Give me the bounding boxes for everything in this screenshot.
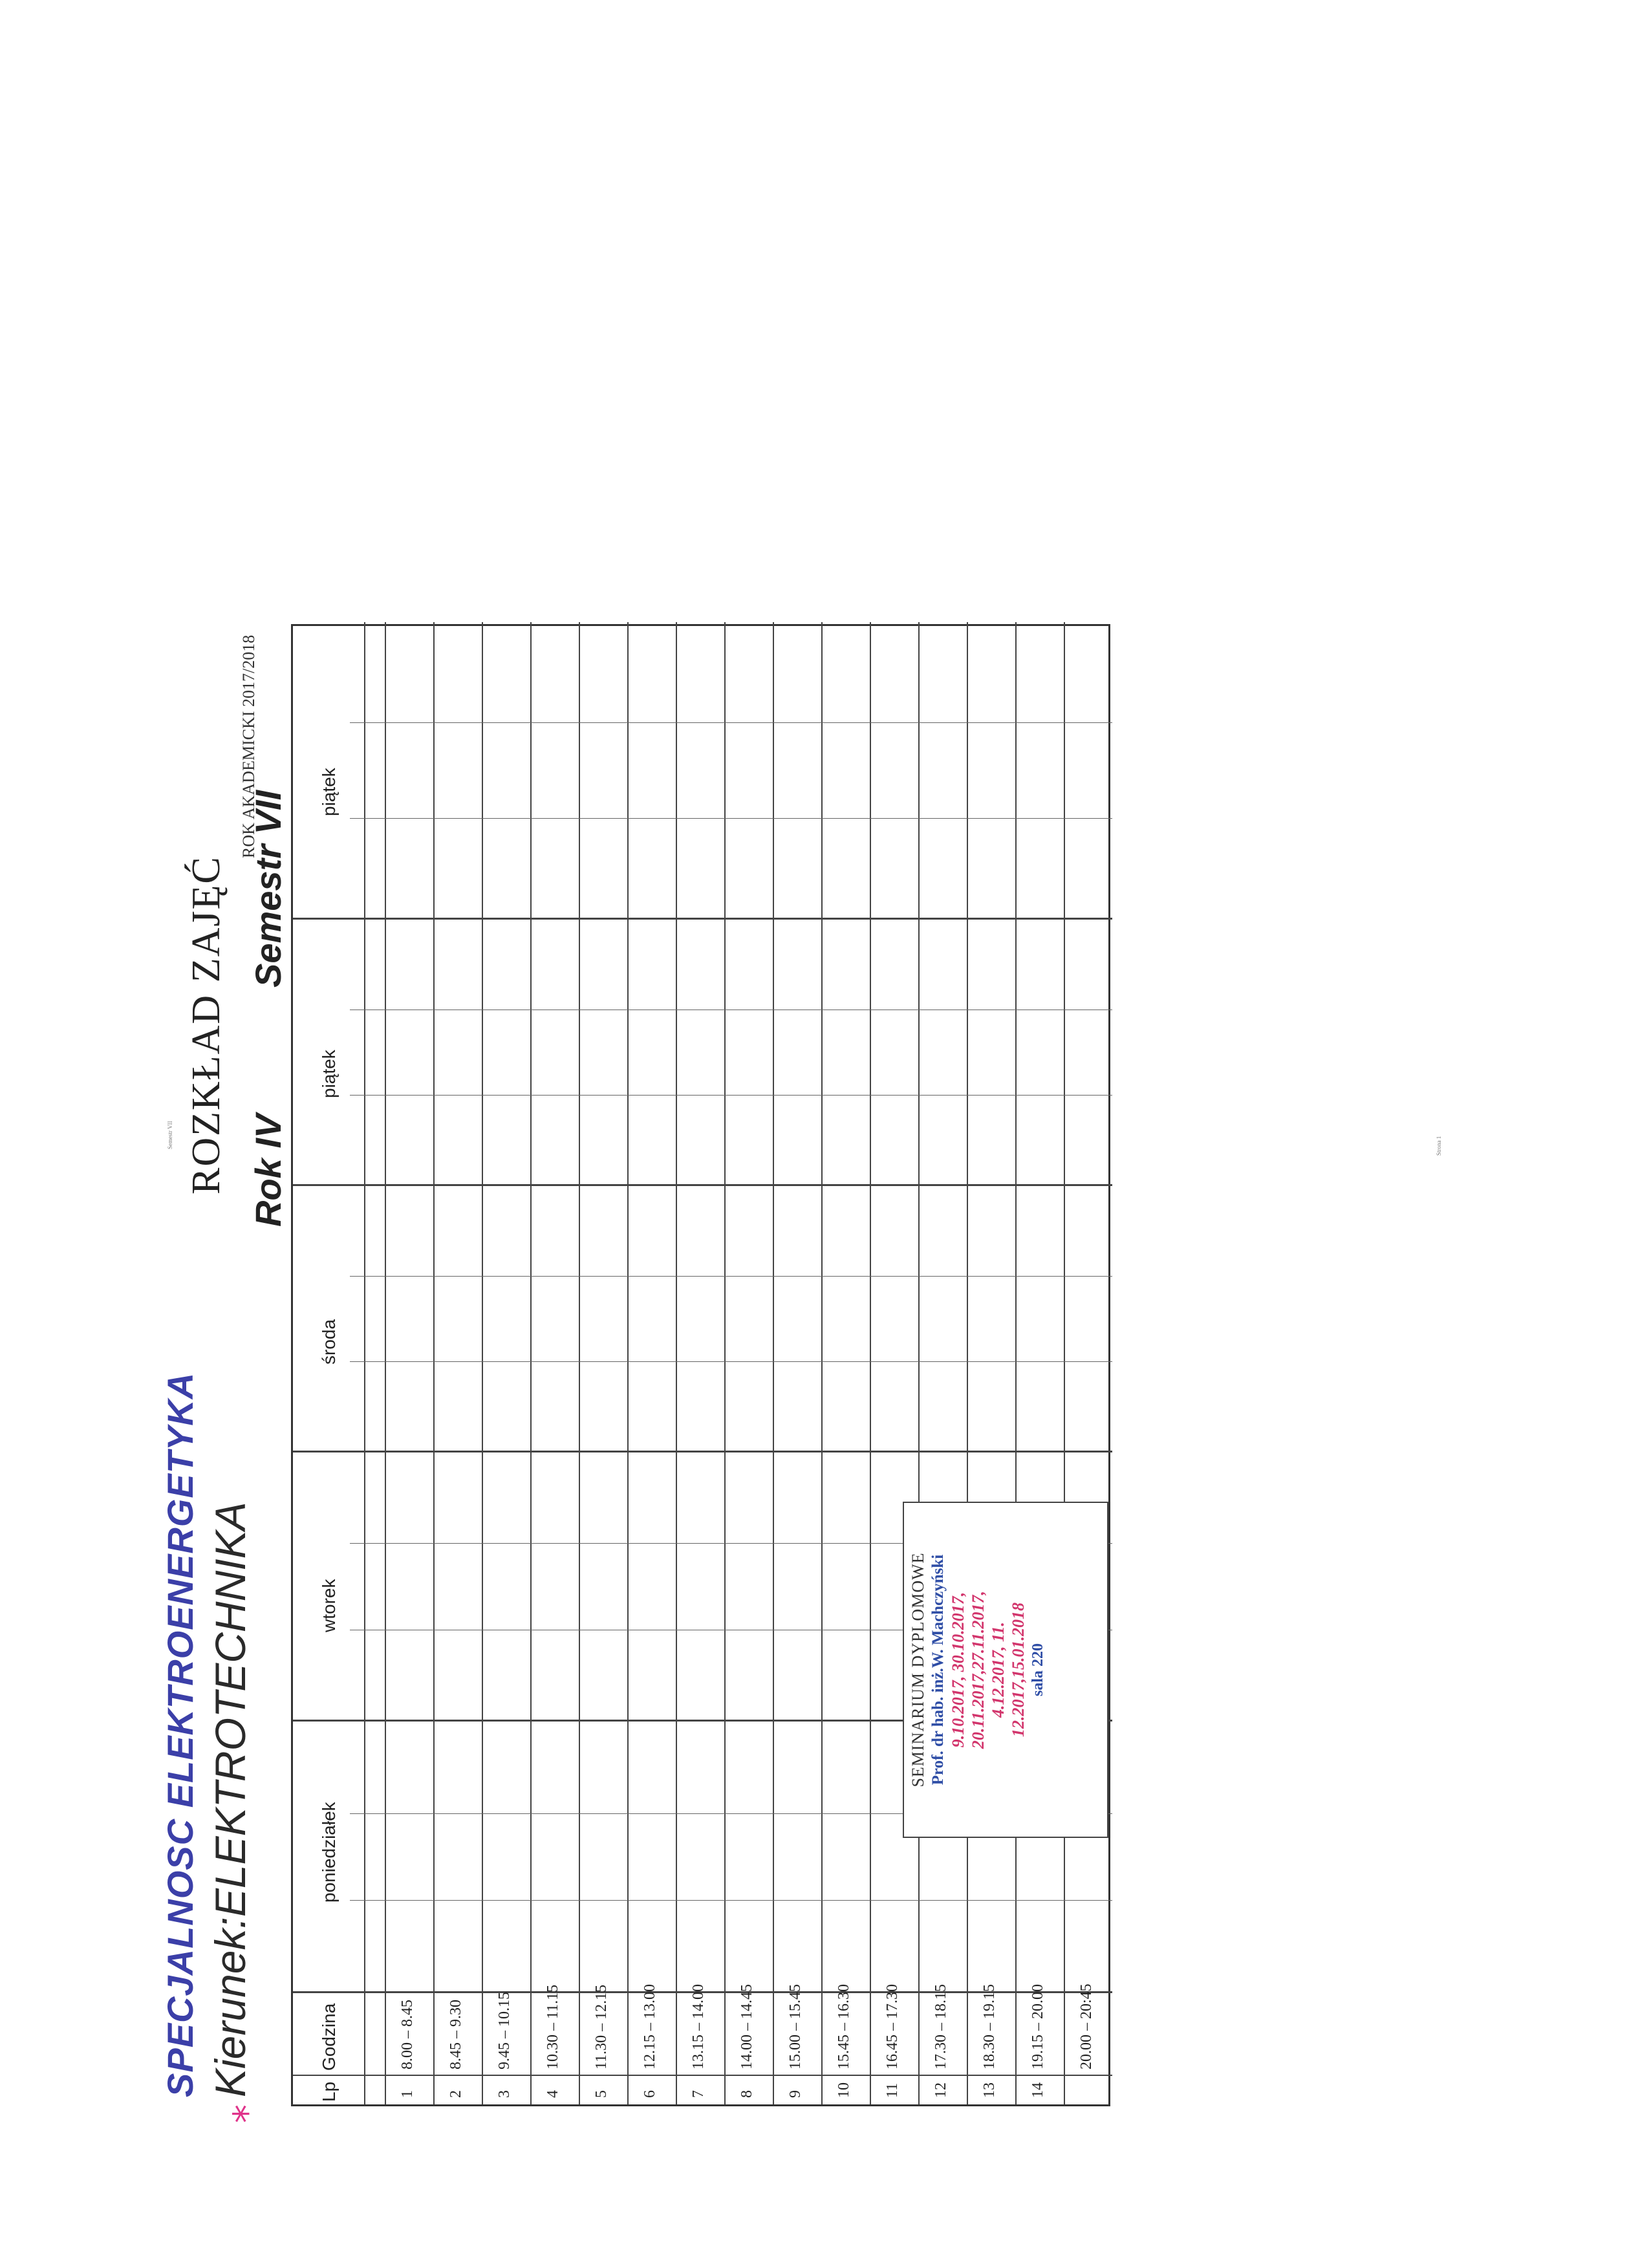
row-lp: 12 (932, 2082, 949, 2098)
row-time: 18.30 – 19.15 (981, 1984, 998, 2069)
academic-year: ROK AKADEMICKI 2017/2018 (239, 634, 258, 858)
row-divider (821, 622, 823, 2104)
row-lp: 2 (447, 2090, 464, 2098)
row-time: 12.15 – 13.00 (641, 1984, 658, 2069)
schedule-title: ROZKŁAD ZAJĘĆ (184, 856, 228, 1194)
subcolumn-divider (350, 1361, 1112, 1362)
row-lp: 13 (981, 2082, 998, 2098)
semester-label: Semestr VII (248, 790, 288, 988)
seminar-box (903, 1502, 1108, 1838)
seminar-dates-4: 12.2017,15.01.2018 (1009, 1603, 1028, 1737)
row-divider (1015, 622, 1017, 2104)
row-divider (1064, 622, 1065, 2104)
row-time: 9.45 – 10.15 (496, 1992, 513, 2069)
row-lp: 10 (835, 2082, 852, 2098)
row-time: 13.15 – 14.00 (690, 1984, 707, 2069)
direction-title: Kierunek:ELEKTROTECHNIKA (206, 1502, 254, 2097)
row-divider (433, 622, 435, 2104)
header-semester-note: Semestr VII (167, 1121, 173, 1149)
row-lp: 9 (787, 2090, 804, 2098)
seminar-dates-3: 4.12.2017, 11. (989, 1621, 1008, 1718)
row-lp: 4 (544, 2090, 561, 2098)
row-divider (530, 622, 532, 2104)
subcolumn-divider (350, 722, 1112, 723)
seminar-room: sala 220 (1029, 1643, 1046, 1697)
row-divider (482, 622, 483, 2104)
row-time: 10.30 – 11.15 (544, 1984, 561, 2069)
column-header-lp: Lp (319, 2081, 339, 2102)
row-divider (773, 622, 774, 2104)
column-divider (293, 2075, 1112, 2076)
row-time: 11.30 – 12.15 (593, 1984, 610, 2069)
row-lp: 1 (399, 2090, 416, 2098)
row-lp: 7 (690, 2090, 707, 2098)
row-time: 17.30 – 18.15 (932, 1984, 949, 2069)
column-header-day: poniedziałek (319, 1802, 339, 1903)
column-divider (293, 1451, 1112, 1453)
row-divider (385, 622, 386, 2104)
column-header-godzina: Godzina (319, 2003, 339, 2071)
row-lp: 6 (641, 2090, 658, 2098)
column-header-day: piątek (319, 1050, 339, 1098)
schedule-table (291, 624, 1110, 2106)
row-time: 8.00 – 8.45 (399, 2000, 416, 2069)
row-lp: 11 (884, 2082, 901, 2098)
row-time: 14.00 – 14.45 (738, 1984, 755, 2069)
seminar-dates-1: 9.10.2017, 30.10.2017, (949, 1592, 967, 1748)
asterisk-mark: * (225, 2104, 269, 2123)
row-divider (676, 622, 677, 2104)
row-time: 19.15 – 20.00 (1029, 1984, 1046, 2069)
row-lp: 5 (593, 2090, 610, 2098)
row-divider (918, 622, 920, 2104)
row-time: 15.00 – 15.45 (787, 1984, 804, 2069)
column-divider (293, 918, 1112, 920)
row-time: 20.00 – 20:45 (1078, 1983, 1095, 2069)
column-divider (293, 1184, 1112, 1186)
subcolumn-divider (350, 1900, 1112, 1901)
row-time: 15.45 – 16.30 (835, 1984, 852, 2069)
subcolumn-divider (350, 818, 1112, 819)
row-divider (579, 622, 580, 2104)
row-divider (724, 622, 726, 2104)
year-of-study: Rok IV (248, 1114, 288, 1227)
subcolumn-divider (350, 1095, 1112, 1096)
column-header-day: piątek (319, 768, 339, 816)
row-lp: 8 (738, 2090, 755, 2098)
seminar-title: SEMINARIUM DYPLOMOWE (909, 1552, 927, 1787)
column-header-day: środa (319, 1319, 339, 1365)
row-lp: 14 (1029, 2082, 1046, 2098)
row-divider (870, 622, 871, 2104)
specialty-title: SPECJALNOSC ELEKTROENERGETYKA (160, 1372, 200, 2097)
seminar-professor: Prof. dr hab. inż.W. Machczyński (929, 1554, 947, 1786)
seminar-dates-2: 20.11.2017,27.11.2017, (969, 1590, 987, 1749)
row-time: 16.45 – 17.30 (884, 1984, 901, 2069)
row-divider (967, 622, 968, 2104)
page-number-note: Strona 1 (1436, 1136, 1442, 1156)
row-lp: 3 (496, 2090, 513, 2098)
column-header-day: wtorek (319, 1579, 339, 1632)
row-divider (627, 622, 629, 2104)
subcolumn-divider (350, 1276, 1112, 1277)
row-time: 8.45 – 9.30 (447, 2000, 464, 2069)
row-divider (364, 622, 365, 2104)
